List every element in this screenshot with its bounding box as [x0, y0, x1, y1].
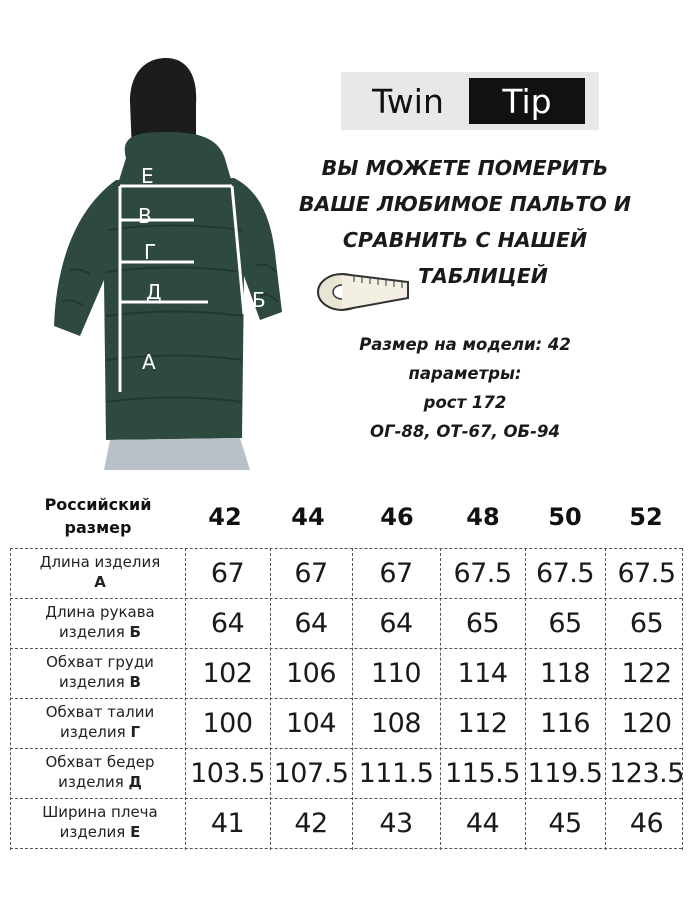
size-header-44: 44	[291, 503, 325, 531]
table-cell: 46	[629, 807, 664, 839]
table-cell: 67.5	[617, 557, 676, 589]
model-info	[315, 330, 615, 446]
label-a: А	[142, 350, 156, 374]
row-label-line-1: Обхват груди	[46, 653, 154, 671]
row-label-line-2	[20, 772, 180, 792]
model-params-title: параметры:	[408, 364, 522, 383]
logo-word-tip: Tip	[469, 78, 585, 124]
row-divider	[10, 848, 682, 849]
header-label-line-2: размер	[64, 518, 132, 537]
label-e: Е	[141, 164, 154, 188]
table-cell: 64	[379, 607, 413, 639]
table-cell: 108	[370, 707, 422, 739]
row-letter: А	[94, 573, 106, 591]
table-cell: 65	[465, 607, 500, 639]
table-cell: 102	[202, 657, 253, 689]
table-cell: 107.5	[273, 757, 349, 789]
table-cell: 65	[629, 607, 664, 639]
header-label	[28, 493, 168, 539]
table-cell: 67	[210, 557, 245, 589]
row-letter: Г	[130, 723, 140, 741]
size-header-42: 42	[208, 503, 242, 531]
table-cell: 106	[285, 657, 337, 689]
row-label	[20, 802, 180, 842]
table-cell: 111.5	[358, 757, 434, 789]
row-label-line-1: Длина изделия	[39, 553, 161, 571]
row-label-text: изделия	[59, 823, 131, 841]
label-d: Д	[146, 280, 162, 304]
header-label-line-1: Российский	[44, 495, 152, 514]
table-cell: 114	[457, 657, 508, 689]
row-letter: Е	[130, 823, 141, 841]
row-label	[20, 552, 180, 592]
headline-line-2: ВАШЕ ЛЮБИМОЕ ПАЛЬТО И	[298, 192, 632, 216]
table-cell: 100	[202, 707, 253, 739]
model-size: Размер на модели: 42	[359, 335, 571, 354]
logo-word-twin: Twin	[372, 81, 444, 121]
table-cell: 64	[294, 607, 328, 639]
model-measurements: ОГ-88, ОТ-67, ОБ-94	[370, 422, 560, 441]
table-cell: 123.5	[609, 757, 684, 789]
row-label	[20, 602, 180, 642]
row-label-line-2	[20, 622, 180, 642]
headline-line-4: ТАБЛИЦЕЙ	[418, 264, 548, 288]
row-label-line-1: Обхват бедер	[45, 753, 155, 771]
table-cell: 122	[621, 657, 672, 689]
table-cell: 116	[539, 707, 591, 739]
model-height: рост 172	[423, 393, 507, 412]
table-cell: 118	[539, 657, 591, 689]
column-divider	[10, 548, 11, 850]
table-cell: 110	[370, 657, 422, 689]
table-cell: 42	[294, 807, 328, 839]
size-header-50: 50	[548, 503, 582, 531]
row-letter: Д	[128, 773, 142, 791]
table-cell: 67	[294, 557, 328, 589]
table-cell: 44	[465, 807, 500, 839]
headline-line-1: ВЫ МОЖЕТЕ ПОМЕРИТЬ	[321, 156, 609, 180]
row-label-line-2	[20, 672, 180, 692]
table-cell: 112	[457, 707, 508, 739]
jacket-photo	[20, 40, 320, 470]
table-cell: 120	[621, 707, 672, 739]
table-cell: 119.5	[527, 757, 603, 789]
table-cell: 45	[548, 807, 582, 839]
table-cell: 65	[548, 607, 582, 639]
row-label-line-2	[20, 822, 180, 842]
brand-logo	[341, 72, 599, 130]
table-cell: 103.5	[190, 757, 265, 789]
table-cell: 43	[379, 807, 413, 839]
row-letter: В	[129, 673, 141, 691]
size-header-48: 48	[466, 503, 500, 531]
label-g: Г	[144, 240, 157, 264]
label-v: В	[138, 204, 152, 228]
headline-line-3: СРАВНИТЬ С НАШЕЙ	[342, 228, 588, 252]
row-label-text: изделия	[59, 673, 130, 691]
size-header-52: 52	[629, 503, 663, 531]
row-label	[20, 702, 180, 742]
row-label-text: изделия	[58, 773, 129, 791]
table-header-row	[0, 487, 690, 545]
row-label-line-1: Ширина плеча	[42, 803, 158, 821]
table-cell: 67.5	[453, 557, 512, 589]
row-letter: Б	[129, 623, 141, 641]
table-cell: 67.5	[535, 557, 595, 589]
row-label-line-2	[20, 572, 180, 592]
row-label-text: изделия	[59, 723, 131, 741]
row-label-line-2	[20, 722, 180, 742]
row-label	[20, 752, 180, 792]
jacket-back-illustration	[20, 40, 320, 470]
table-cell: 104	[285, 707, 337, 739]
label-b: Б	[252, 288, 266, 312]
row-label	[20, 652, 180, 692]
row-label-line-1: Длина рукава	[45, 603, 155, 621]
size-header-46: 46	[380, 503, 414, 531]
row-label-text: изделия	[59, 623, 130, 641]
table-cell: 115.5	[445, 757, 520, 789]
row-label-line-1: Обхват талии	[45, 703, 155, 721]
table-cell: 67	[379, 557, 413, 589]
table-cell: 41	[210, 807, 245, 839]
table-cell: 64	[210, 607, 245, 639]
measuring-tape-icon	[312, 262, 416, 316]
